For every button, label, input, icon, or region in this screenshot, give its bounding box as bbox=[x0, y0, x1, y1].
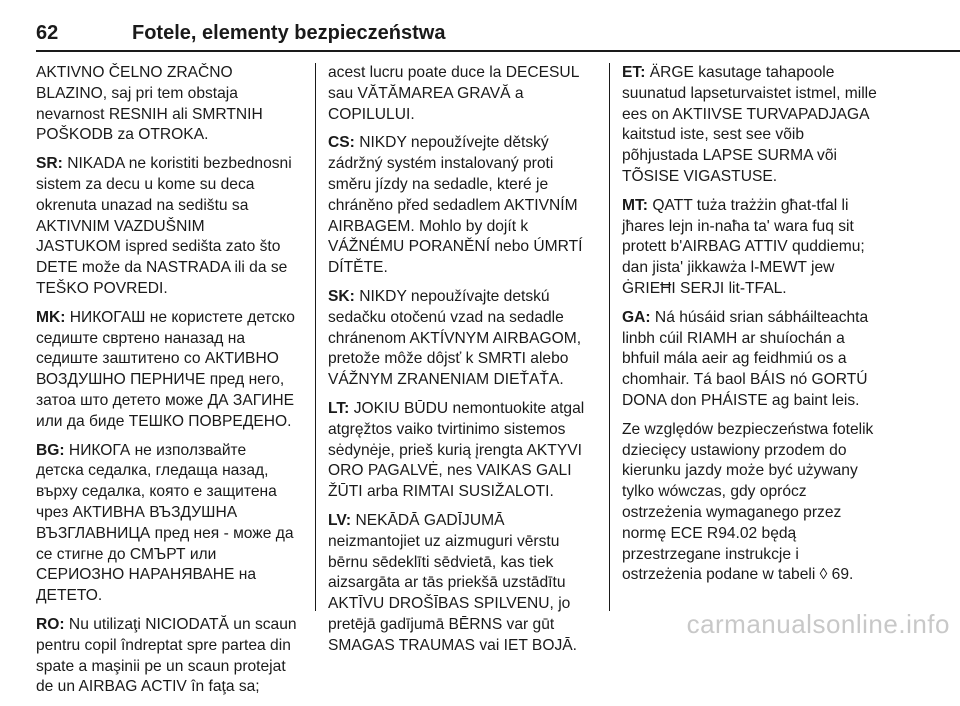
text-line bbox=[328, 636, 598, 657]
text-line bbox=[36, 237, 306, 258]
text-line bbox=[622, 349, 912, 370]
language-paragraph bbox=[328, 63, 598, 125]
language-code: RO: bbox=[36, 615, 65, 633]
text-column-1 bbox=[36, 63, 306, 706]
text-line bbox=[328, 308, 598, 329]
line-text: НИКОГАШ не користете детско bbox=[65, 308, 295, 326]
language-code: CS: bbox=[328, 134, 355, 152]
text-line bbox=[328, 532, 598, 553]
text-line bbox=[328, 217, 598, 238]
line-text: затоа што детето може ДА ЗАГИНЕ bbox=[36, 391, 295, 409]
line-text: chomhair. Tá baol BÁIS nó GORTÚ bbox=[622, 371, 868, 389]
line-text: bhfuil mála aeir ag feidhmiú os a bbox=[622, 350, 847, 368]
line-text: BLAZINO, saj pri tem obstaja bbox=[36, 84, 238, 102]
line-text: dziecięcy ustawiony przodem do bbox=[622, 441, 847, 459]
text-line bbox=[36, 565, 306, 586]
text-line bbox=[622, 461, 912, 482]
line-text: jħares lejn in-naħa ta' wara fuq sit bbox=[622, 217, 854, 235]
text-line bbox=[36, 175, 306, 196]
text-line bbox=[328, 482, 598, 503]
line-text: nevarnost RESNIH ali SMRTNIH bbox=[36, 105, 263, 123]
line-text: СЕРИОЗНО НАРАНЯВАНЕ на bbox=[36, 566, 257, 584]
line-text: или да биде ТЕШКО ПОВРЕДЕНО. bbox=[36, 412, 292, 430]
line-text: kaitstud iste, sest see võib bbox=[622, 126, 805, 144]
text-line bbox=[328, 573, 598, 594]
language-paragraph bbox=[36, 308, 306, 433]
line-text: VÁŽNÉMU PORANĚNÍ nebo ÚMRTÍ bbox=[328, 238, 583, 256]
text-line bbox=[328, 553, 598, 574]
line-text: се стигне до СМЪРТ или bbox=[36, 545, 217, 563]
line-text: przestrzegane instrukcje i bbox=[622, 545, 799, 563]
text-line bbox=[622, 441, 912, 462]
text-line bbox=[622, 146, 912, 167]
line-text: ees on AKTIIVSE TURVAPADJAGA bbox=[622, 105, 870, 123]
line-text: protett b'AIRBAG ATTIV quddiemu; bbox=[622, 238, 865, 256]
line-text: normę ECE R94.02 będą bbox=[622, 524, 797, 542]
language-code: BG: bbox=[36, 441, 65, 459]
text-line bbox=[622, 420, 912, 441]
line-text: ĠRIEĦI SERJI lit-TFAL. bbox=[622, 279, 787, 297]
text-line bbox=[328, 237, 598, 258]
text-line bbox=[36, 196, 306, 217]
text-line bbox=[328, 196, 598, 217]
line-text: NIKDY nepoužívajte detskú bbox=[354, 287, 550, 305]
text-line bbox=[36, 308, 306, 329]
line-text: върху седалка, която е защитена bbox=[36, 483, 277, 501]
line-text: VÁŽNYM ZRANENIAM DIEŤAŤA. bbox=[328, 371, 564, 389]
line-text: ВОЗДУШНО ПЕРНИЧЕ пред него, bbox=[36, 371, 285, 389]
text-line bbox=[622, 105, 912, 126]
line-text: Ze względów bezpieczeństwa fotelik bbox=[622, 420, 874, 438]
text-line bbox=[622, 482, 912, 503]
line-text: POŠKODB za OTROKA. bbox=[36, 126, 209, 144]
language-paragraph bbox=[328, 287, 598, 391]
text-line bbox=[328, 84, 598, 105]
text-line bbox=[36, 370, 306, 391]
watermark-text: carmanualsonline.info bbox=[686, 609, 950, 639]
column-divider bbox=[315, 63, 316, 611]
text-line bbox=[622, 370, 912, 391]
line-text: TÕSISE VIGASTUSE. bbox=[622, 167, 778, 185]
page-header bbox=[36, 10, 960, 50]
line-text: SMAGAS TRAUMAS vai IET BOJĀ. bbox=[328, 636, 577, 654]
line-text: DETE može da NASTRADA ili da se bbox=[36, 259, 288, 277]
text-line bbox=[328, 63, 598, 84]
language-paragraph bbox=[622, 196, 912, 300]
header-rule bbox=[36, 50, 960, 52]
text-line bbox=[36, 482, 306, 503]
text-line bbox=[328, 615, 598, 636]
line-text: Nu utilizaţi NICIODATĂ un scaun bbox=[64, 615, 297, 633]
text-line bbox=[36, 154, 306, 175]
line-text: linbh cúil RIAMH ar shuíochán a bbox=[622, 329, 845, 347]
line-text: ORO PAGALVĖ, nes VAIKAS GALI bbox=[328, 462, 572, 480]
language-paragraph bbox=[36, 154, 306, 300]
language-paragraph bbox=[36, 441, 306, 607]
text-line bbox=[36, 105, 306, 126]
line-text: TEŠKO POVREDI. bbox=[36, 279, 168, 297]
language-paragraph bbox=[36, 63, 306, 146]
text-line bbox=[36, 524, 306, 545]
text-line bbox=[328, 594, 598, 615]
line-text: AIRBAGEM. Mohlo by dojít k bbox=[328, 217, 529, 235]
text-line bbox=[622, 84, 912, 105]
text-line bbox=[36, 125, 306, 146]
line-text: ДЕТЕТО. bbox=[36, 587, 103, 605]
language-paragraph bbox=[328, 399, 598, 503]
line-text: Ná húsáid srian sábháilteachta bbox=[650, 308, 869, 326]
text-line bbox=[328, 370, 598, 391]
language-paragraph bbox=[622, 420, 912, 586]
text-line bbox=[36, 258, 306, 279]
text-line bbox=[36, 329, 306, 350]
line-text: НИКОГА не използвайте bbox=[64, 441, 247, 459]
language-code: MT: bbox=[622, 196, 648, 214]
language-paragraph bbox=[622, 63, 912, 188]
text-column-2 bbox=[328, 63, 598, 665]
line-text: sedačku otočenú vzad na sedadle bbox=[328, 308, 564, 326]
language-code: SR: bbox=[36, 155, 63, 173]
text-line bbox=[622, 565, 912, 586]
text-line bbox=[622, 258, 912, 279]
line-text: bērnu sēdeklīti sēdvietā, kas tiek bbox=[328, 553, 554, 571]
text-line bbox=[36, 349, 306, 370]
text-line bbox=[622, 524, 912, 545]
language-code: GA: bbox=[622, 308, 651, 326]
line-text: chránenom AKTÍVNYM AIRBAGOM, bbox=[328, 329, 582, 347]
language-code: LV: bbox=[328, 511, 352, 529]
line-text: pentru copil îndreptat spre partea din bbox=[36, 636, 291, 654]
text-line bbox=[36, 279, 306, 300]
line-text: põhjustada LAPSE SURMA või bbox=[622, 147, 837, 165]
line-text: седиште заштитено со АКТИВНО bbox=[36, 350, 279, 368]
language-paragraph bbox=[36, 615, 306, 698]
line-text: kierunku jazdy może być używany bbox=[622, 462, 858, 480]
line-text: чрез АКТИВНА ВЪЗДУШНА bbox=[36, 503, 238, 521]
line-text: pretējā gadījumā BĒRNS var gūt bbox=[328, 615, 555, 633]
line-text: suunatud lapseturvaistet istmel, mille bbox=[622, 84, 877, 102]
line-text: tylko wówczas, gdy oprócz bbox=[622, 483, 807, 501]
line-text: sau VĂTĂMAREA GRAVĂ a bbox=[328, 84, 524, 102]
text-line bbox=[328, 154, 598, 175]
text-line bbox=[328, 441, 598, 462]
text-line bbox=[622, 545, 912, 566]
line-text: de un AIRBAG ACTIV în faţa sa; bbox=[36, 678, 260, 696]
line-text: AKTIVNO ČELNO ZRAČNO bbox=[36, 64, 233, 81]
text-line bbox=[622, 63, 912, 84]
language-paragraph bbox=[622, 308, 912, 412]
page-number: 62 bbox=[36, 22, 59, 44]
column-divider bbox=[609, 63, 610, 611]
line-text: DÍTĚTE. bbox=[328, 259, 388, 277]
text-line bbox=[36, 217, 306, 238]
text-line bbox=[328, 133, 598, 154]
language-code: SK: bbox=[328, 287, 355, 305]
line-text: JASTUKOM ispred sedišta zato što bbox=[36, 238, 281, 256]
text-line bbox=[328, 105, 598, 126]
line-text: седиште свртено наназад на bbox=[36, 329, 246, 347]
line-text: ÄRGE kasutage tahapoole bbox=[645, 64, 835, 81]
line-text: sėdynėje, prieš kurią įrengta AKTYVI bbox=[328, 441, 582, 459]
line-text: pretože môže dôjsť k SMRTI alebo bbox=[328, 350, 569, 368]
text-line bbox=[36, 677, 306, 698]
text-line bbox=[622, 503, 912, 524]
line-text: ВЪЗГЛАВНИЦА пред нея - може да bbox=[36, 524, 294, 542]
text-line bbox=[622, 167, 912, 188]
line-text: neizmantojiet uz aizmuguri vērstu bbox=[328, 532, 560, 550]
text-line bbox=[622, 329, 912, 350]
line-text: ŽŪTI arba RIMTAI SUSIŽALOTI. bbox=[328, 483, 554, 501]
text-line bbox=[622, 391, 912, 412]
line-text: DONA don PHÁISTE ag baint leis. bbox=[622, 391, 860, 409]
text-line bbox=[36, 412, 306, 433]
section-title: Fotele, elementy bezpieczeństwa bbox=[132, 22, 446, 44]
text-line bbox=[328, 329, 598, 350]
text-line bbox=[36, 636, 306, 657]
text-line bbox=[36, 545, 306, 566]
language-code: ET: bbox=[622, 64, 646, 81]
text-line bbox=[328, 349, 598, 370]
line-text: spate a maşinii pe un scaun protejat bbox=[36, 657, 286, 675]
text-line bbox=[36, 461, 306, 482]
text-line bbox=[36, 84, 306, 105]
line-text: atgręžtos vaiko tvirtinimo sistemos bbox=[328, 420, 566, 438]
text-line bbox=[36, 657, 306, 678]
line-text: AKTĪVU DROŠĪBAS SPILVENU, jo bbox=[328, 595, 571, 613]
text-line bbox=[36, 615, 306, 636]
text-line bbox=[36, 63, 306, 84]
line-text: ostrzeżenia wymaganego przez bbox=[622, 503, 842, 521]
line-text: směru jízdy na sedadle, které je bbox=[328, 175, 549, 193]
text-line bbox=[328, 399, 598, 420]
text-line bbox=[328, 287, 598, 308]
line-text: sistem za decu u kome su deca bbox=[36, 175, 255, 193]
text-line bbox=[622, 279, 912, 300]
text-line bbox=[36, 503, 306, 524]
text-line bbox=[622, 217, 912, 238]
text-line bbox=[36, 586, 306, 607]
line-text: chráněno před sedadlem AKTIVNÍM bbox=[328, 196, 578, 214]
line-text: детска седалка, гледаща назад, bbox=[36, 462, 269, 480]
text-line bbox=[36, 391, 306, 412]
text-line bbox=[622, 196, 912, 217]
text-line bbox=[328, 511, 598, 532]
language-paragraph bbox=[328, 133, 598, 279]
text-line bbox=[328, 175, 598, 196]
line-text: ostrzeżenia podane w tabeli ◊ 69. bbox=[622, 566, 854, 584]
line-text: aizsargāta ar tās priekšā uzstādītu bbox=[328, 574, 566, 592]
text-line bbox=[622, 125, 912, 146]
text-line bbox=[36, 441, 306, 462]
line-text: NIKADA ne koristiti bezbednosni bbox=[62, 155, 292, 173]
line-text: QATT tuża trażżin għat-tfal li bbox=[647, 196, 849, 214]
line-text: zádržný systém instalovaný proti bbox=[328, 155, 554, 173]
line-text: NEKĀDĀ GADĪJUMĀ bbox=[351, 511, 505, 529]
line-text: COPILULUI. bbox=[328, 105, 415, 123]
language-code: LT: bbox=[328, 399, 350, 417]
text-column-3 bbox=[622, 63, 912, 594]
text-line bbox=[328, 461, 598, 482]
line-text: dan jista' jikkawża l-MEWT jew bbox=[622, 259, 835, 277]
text-line bbox=[328, 258, 598, 279]
line-text: AKTIVNIM VAZDUŠNIM bbox=[36, 217, 205, 235]
text-line bbox=[622, 308, 912, 329]
line-text: NIKDY nepoužívejte dětský bbox=[354, 134, 549, 152]
line-text: acest lucru poate duce la DECESUL bbox=[328, 64, 580, 81]
text-line bbox=[328, 420, 598, 441]
line-text: JOKIU BŪDU nemontuokite atgal bbox=[349, 399, 585, 417]
language-paragraph bbox=[328, 511, 598, 657]
text-line bbox=[622, 237, 912, 258]
language-code: MK: bbox=[36, 308, 66, 326]
line-text: okrenuta unazad na sedištu sa bbox=[36, 196, 249, 214]
